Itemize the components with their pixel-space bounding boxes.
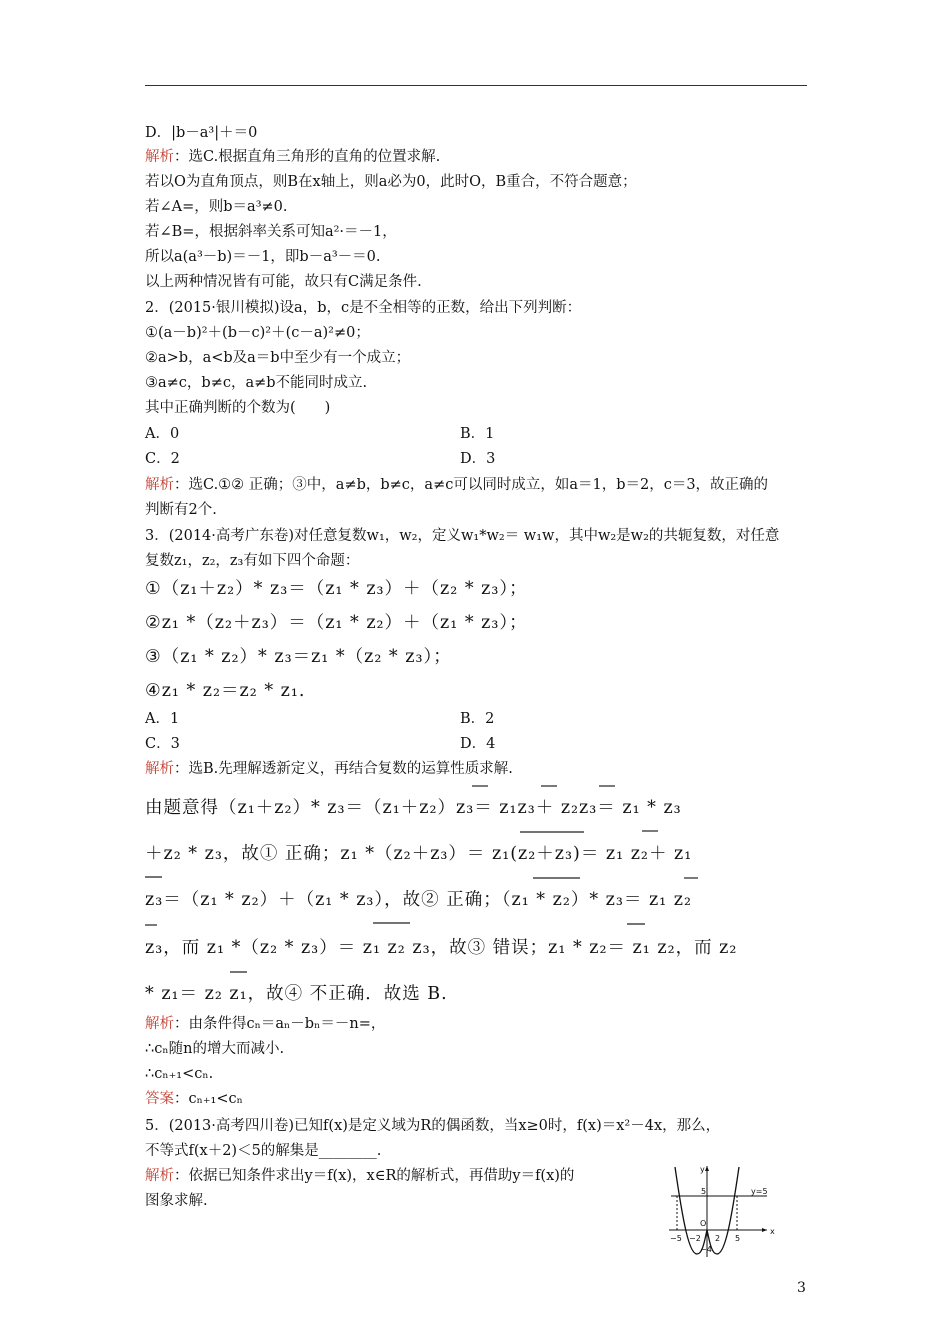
derivation-line-5: * z₁＝ z₂ z₁，故④ 不正确．故选 B. xyxy=(145,984,448,1004)
q3-prop-4: ④z₁ * z₂＝z₂ * z₁. xyxy=(145,681,306,701)
q2-question: 其中正确判断的个数为( ) xyxy=(145,400,331,416)
q2-judgment-2: ②a>b，a<b及a＝b中至少有一个成立； xyxy=(145,350,411,366)
q3-prop-1: ①（z₁＋z₂）* z₃＝（z₁ * z₃）＋（z₂ * z₃）； xyxy=(145,579,528,599)
q3-stem: 3．(2014·高考广东卷)对任意复数w₁，w₂，定义w₁*w₂＝ w₁w，其中w₂是w₂的共轭复数，对任意 xyxy=(145,528,780,544)
label-2: 2 xyxy=(715,1234,721,1243)
text-line: 所以a(a³－b)＝－1，即b－a³－＝0. xyxy=(145,249,381,265)
label-minus5: −5 xyxy=(670,1234,682,1243)
q2-judgment-3: ③a≠c，b≠c，a≠b不能同时成立. xyxy=(145,375,368,391)
label-5: 5 xyxy=(701,1187,707,1196)
label-y5: y=5 xyxy=(751,1187,768,1196)
text-line: 若以O为直角顶点，则B在x轴上，则a必为0，此时O，B重合，不符合题意； xyxy=(145,174,637,190)
analysis-label: 解析 xyxy=(145,1168,174,1184)
q3-option-c: C．3 xyxy=(145,736,180,752)
analysis-label: 解析 xyxy=(145,761,174,777)
q2-option-c: C．2 xyxy=(145,451,180,467)
analysis-label: 解析 xyxy=(145,149,174,165)
label-origin: O xyxy=(700,1219,707,1228)
label-minus4: −4 xyxy=(700,1245,712,1254)
text-line: 若∠B=，根据斜率关系可知a²·＝－1， xyxy=(145,224,397,240)
derivation-line-1: 由题意得（z₁＋z₂）* z₃＝（z₁＋z₂）z₃＝ z₁z₃＋ z₂z₃＝ z₁ * z₃ xyxy=(145,798,682,818)
label-plus5: 5 xyxy=(735,1234,741,1243)
q2-stem: 2．(2015·银川模拟)设a，b，c是不全相等的正数，给出下列判断： xyxy=(145,300,582,316)
q2-option-d: D．3 xyxy=(460,451,496,467)
q2-option-b: B．1 xyxy=(460,426,495,442)
q3-option-b: B．2 xyxy=(460,711,495,727)
q2-analysis-cont: 判断有2个. xyxy=(145,502,217,518)
q5-stem: 5．(2013·高考四川卷)已知f(x)是定义域为R的偶函数，当x≥0时，f(x)＝x²－4x，那么， xyxy=(145,1118,721,1134)
q4-analysis: 解析：由条件得cₙ＝aₙ－bₙ＝－n=， xyxy=(145,1016,386,1032)
q4-answer: 答案：cₙ₊₁<cₙ xyxy=(145,1091,243,1107)
q4-conclusion-1: ∴cₙ随n的增大而减小. xyxy=(145,1041,285,1057)
q3-stem-cont: 复数z₁，z₂，z₃有如下四个命题： xyxy=(145,553,360,569)
q3-prop-2: ②z₁ *（z₂＋z₃）＝（z₁ * z₂）＋（z₁ * z₃）； xyxy=(145,613,528,633)
q2-analysis: 解析：选C.①② 正确；③中，a≠b，b≠c，a≠c可以同时成立，如a＝1，b＝2，c＝3，故正确的 xyxy=(145,477,769,493)
q1-option-d: D．|b－a³|＋＝0 xyxy=(145,125,258,141)
function-graph xyxy=(667,1162,787,1262)
q1-analysis: 解析：选C.根据直角三角形的直角的位置求解. xyxy=(145,149,441,165)
label-minus2: −2 xyxy=(689,1234,701,1243)
q5-analysis-cont: 图象求解. xyxy=(145,1193,208,1209)
text-line: 以上两种情况皆有可能，故只有C满足条件. xyxy=(145,274,422,290)
q3-option-a: A．1 xyxy=(145,711,180,727)
text-line: 若∠A=，则b＝a³≠0. xyxy=(145,199,288,215)
page-number: 3 xyxy=(797,1280,806,1296)
q2-option-a: A．0 xyxy=(145,426,180,442)
axis-label-x: x xyxy=(770,1227,775,1236)
analysis-label: 解析 xyxy=(145,1016,174,1032)
analysis-label: 解析 xyxy=(145,477,174,493)
answer-label: 答案 xyxy=(145,1091,174,1107)
q5-stem-cont: 不等式f(x＋2)＜5的解集是________. xyxy=(145,1143,382,1159)
derivation-line-3: z₃＝（z₁ * z₂）＋（z₁ * z₃），故② 正确；（z₁ * z₂）* z₃＝ z₁ z₂ xyxy=(145,890,692,910)
q2-judgment-1: ①(a－b)²＋(b－c)²＋(c－a)²≠0； xyxy=(145,325,370,341)
q3-prop-3: ③（z₁ * z₂）* z₃＝z₁ *（z₂ * z₃）； xyxy=(145,647,452,667)
q3-option-d: D．4 xyxy=(460,736,496,752)
q5-analysis: 解析：依据已知条件求出y＝f(x)，x∈R的解析式，再借助y＝f(x)的 xyxy=(145,1168,575,1184)
axis-label-y: y xyxy=(700,1165,705,1174)
q3-analysis: 解析：选B.先理解透新定义，再结合复数的运算性质求解. xyxy=(145,761,513,777)
derivation-line-2: ＋z₂ * z₃，故① 正确；z₁ *（z₂＋z₃）＝ z₁(z₂＋z₃)＝ z₁ z₂＋ z₁ xyxy=(145,844,693,864)
q4-conclusion-2: ∴cₙ₊₁<cₙ. xyxy=(145,1066,214,1082)
derivation-line-4: z₃，而 z₁ *（z₂ * z₃）＝ z₁ z₂ z₃，故③ 错误；z₁ * z₂＝ z₁ z₂，而 z₂ xyxy=(145,938,738,958)
